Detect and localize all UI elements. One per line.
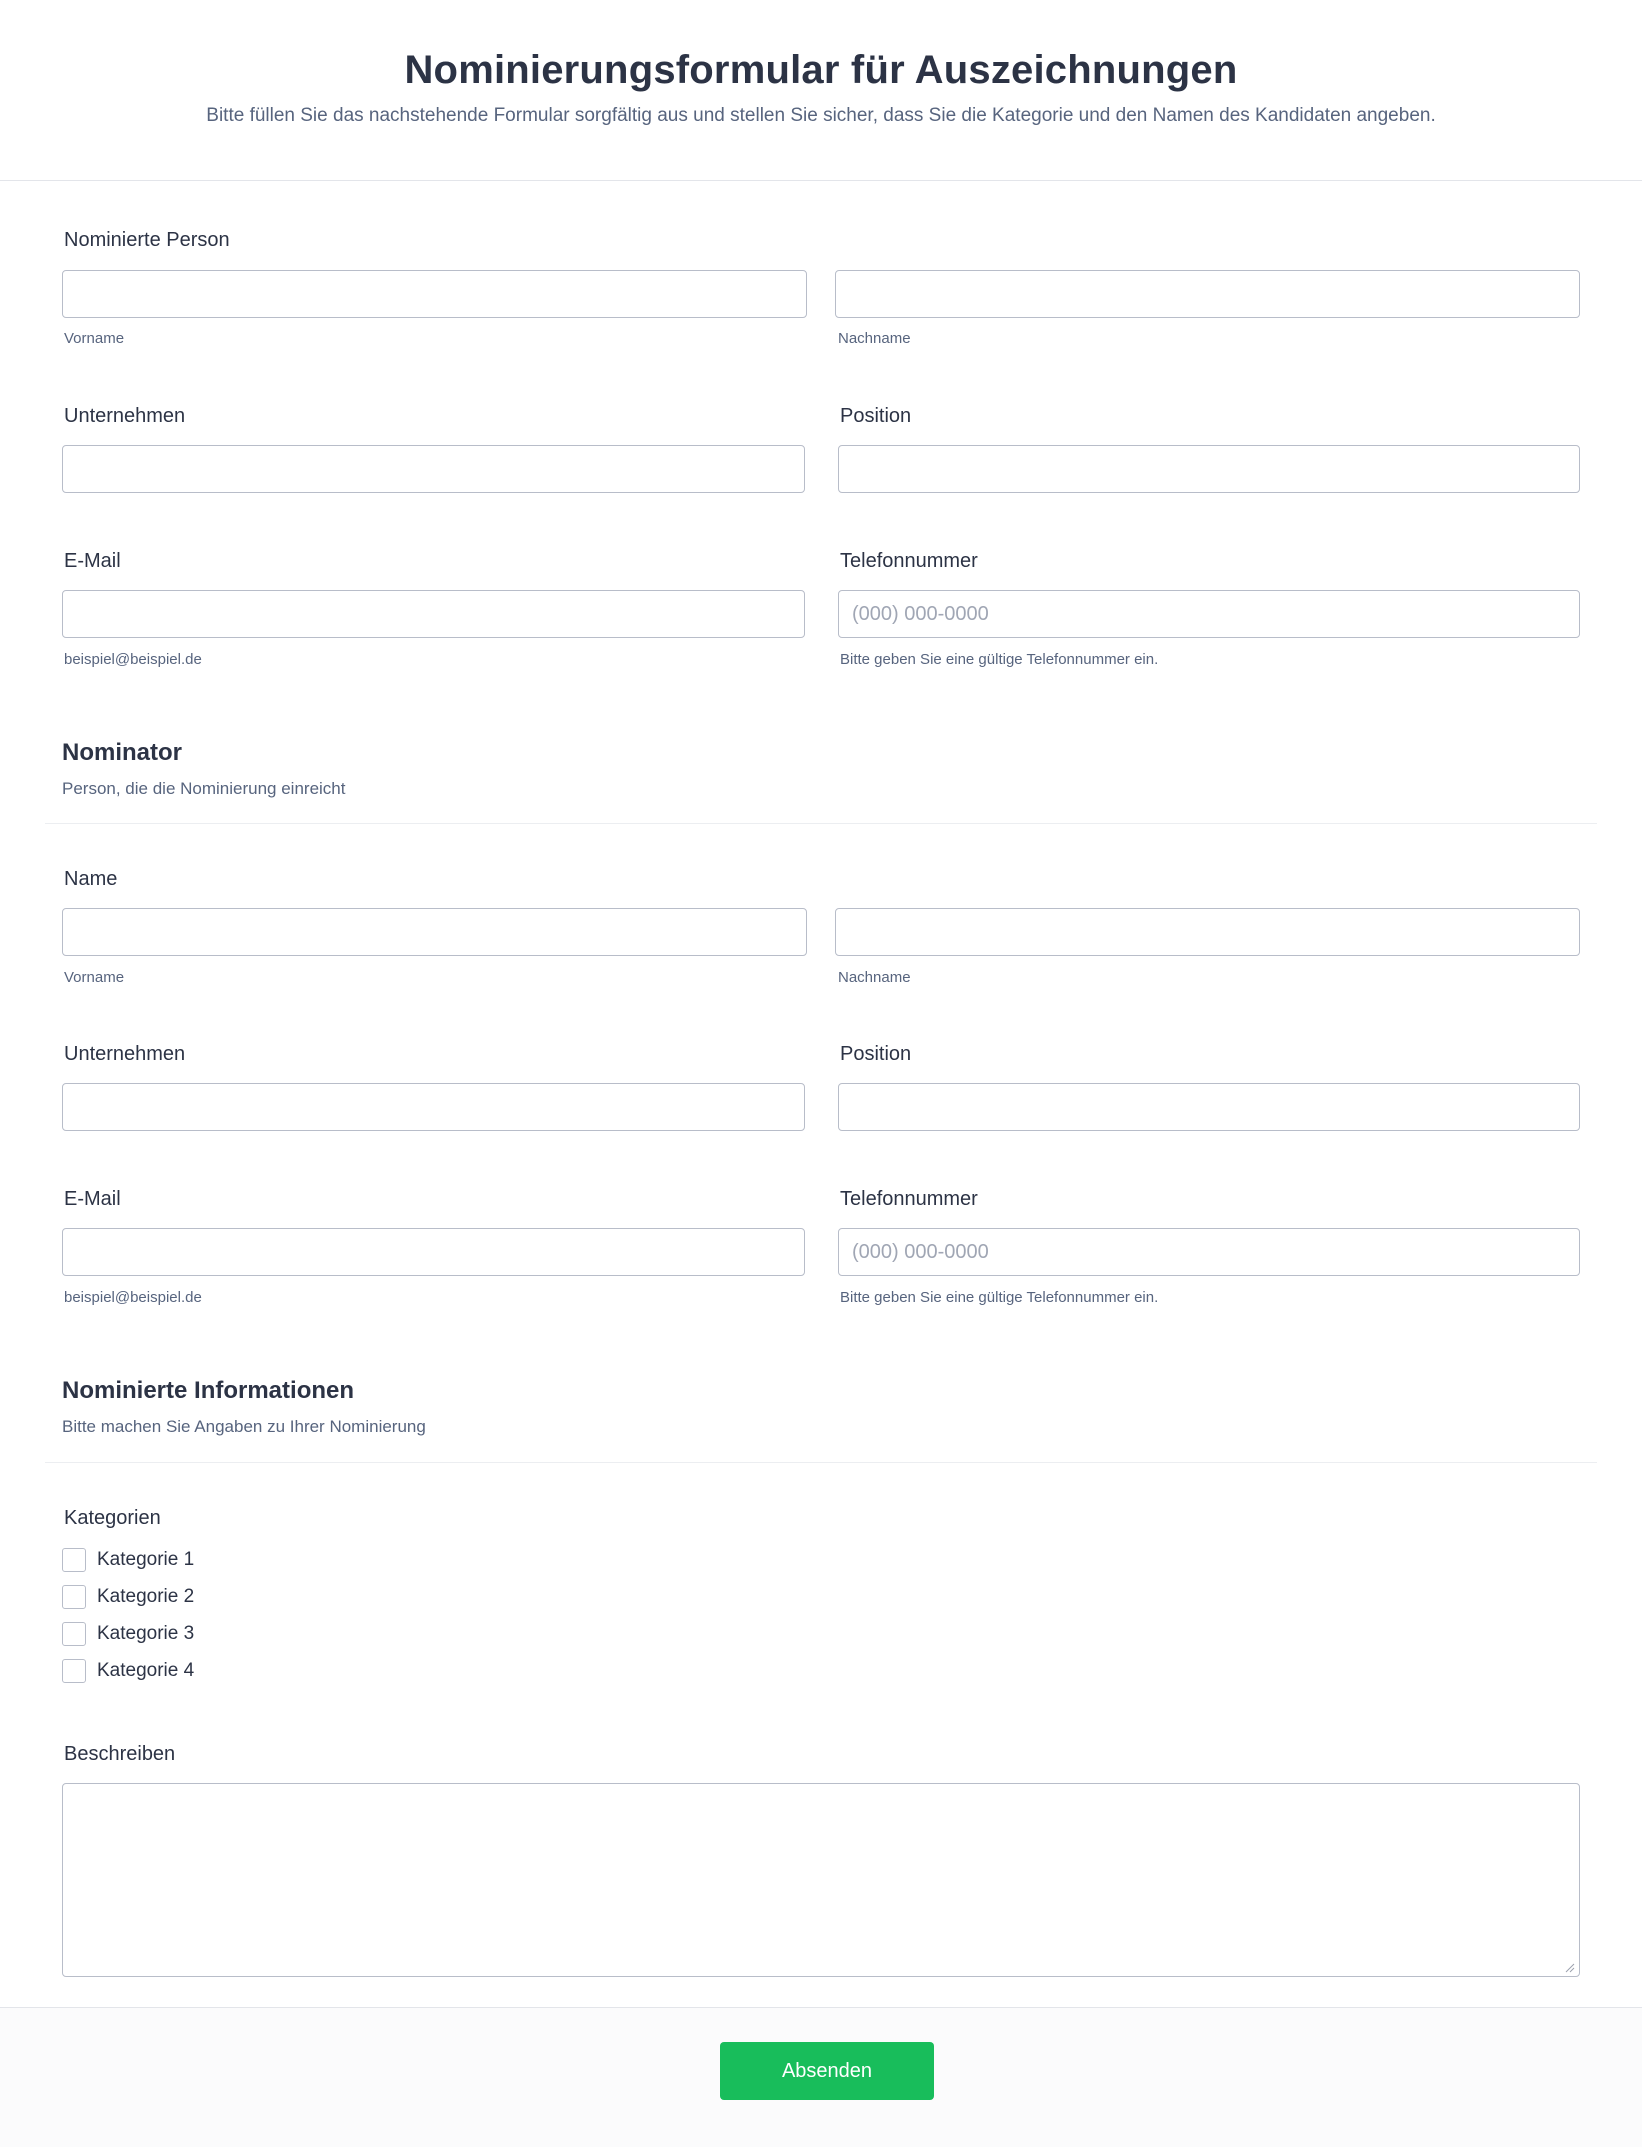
nominee-phone-sublabel: Bitte geben Sie eine gültige Telefonnummer ein.	[840, 651, 1159, 668]
nominee-company-label: Unternehmen	[64, 405, 186, 427]
category-option-label: Kategorie 4	[97, 1660, 195, 1681]
category-checkbox[interactable]	[62, 1659, 86, 1683]
category-checkbox[interactable]	[62, 1585, 86, 1609]
nomination-section-description: Bitte machen Sie Angaben zu Ihrer Nominierung	[62, 1417, 426, 1436]
nominator-first-name-sublabel: Vorname	[64, 969, 125, 986]
nominator-phone-input[interactable]	[838, 1228, 1580, 1276]
nominator-position-input[interactable]	[838, 1083, 1580, 1131]
nominee-first-name-sublabel: Vorname	[64, 330, 125, 347]
nominee-email-sublabel: beispiel@beispiel.de	[64, 651, 202, 668]
nominee-email-label: E-Mail	[64, 550, 121, 572]
nominator-first-name-input[interactable]	[62, 908, 807, 956]
nominee-phone-label: Telefonnummer	[840, 550, 978, 572]
nominator-company-input[interactable]	[62, 1083, 805, 1131]
nominee-position-input[interactable]	[838, 445, 1580, 493]
nominee-phone-input[interactable]	[838, 590, 1580, 638]
nominator-phone-label: Telefonnummer	[840, 1188, 978, 1210]
nominee-name-label: Nominierte Person	[64, 229, 230, 251]
nominator-email-input[interactable]	[62, 1228, 805, 1276]
category-option[interactable]	[62, 1548, 194, 1572]
nominator-section-description: Person, die die Nominierung einreicht	[62, 779, 346, 798]
nominator-email-label: E-Mail	[64, 1188, 121, 1210]
nominator-position-label: Position	[840, 1043, 912, 1065]
nominator-email-sublabel: beispiel@beispiel.de	[64, 1289, 202, 1306]
category-option-label: Kategorie 2	[97, 1586, 195, 1607]
category-option[interactable]	[62, 1622, 194, 1646]
category-checkbox[interactable]	[62, 1622, 86, 1646]
category-option[interactable]	[62, 1659, 194, 1683]
nomination-section-title: Nominierte Informationen	[62, 1377, 355, 1404]
nominee-email-input[interactable]	[62, 590, 805, 638]
categories-label: Kategorien	[64, 1507, 161, 1529]
nomination-section-divider	[45, 1462, 1597, 1463]
form-header	[0, 0, 1642, 181]
category-option-label: Kategorie 1	[97, 1549, 195, 1570]
nominator-section-divider	[45, 823, 1597, 824]
nominator-last-name-sublabel: Nachname	[838, 969, 911, 986]
nominator-section-title: Nominator	[62, 739, 182, 766]
nominator-last-name-input[interactable]	[835, 908, 1580, 956]
nominee-last-name-input[interactable]	[835, 270, 1580, 318]
category-option-label: Kategorie 3	[97, 1623, 195, 1644]
resize-grip-icon[interactable]	[1565, 1963, 1575, 1973]
nominee-last-name-sublabel: Nachname	[838, 330, 911, 347]
form-title: Nominierungsformular für Auszeichnungen	[404, 48, 1238, 92]
nominee-company-input[interactable]	[62, 445, 805, 493]
submit-button[interactable]: Absenden	[720, 2042, 934, 2100]
nominator-phone-sublabel: Bitte geben Sie eine gültige Telefonnummer ein.	[840, 1289, 1159, 1306]
nominee-first-name-input[interactable]	[62, 270, 807, 318]
nominator-name-label: Name	[64, 868, 118, 890]
category-option[interactable]	[62, 1585, 194, 1609]
nominator-company-label: Unternehmen	[64, 1043, 186, 1065]
nominee-position-label: Position	[840, 405, 912, 427]
category-checkbox[interactable]	[62, 1548, 86, 1572]
describe-textarea[interactable]	[62, 1783, 1580, 1977]
describe-label: Beschreiben	[64, 1743, 176, 1765]
form-subtitle: Bitte füllen Sie das nachstehende Formular sorgfältig aus und stellen Sie sicher, dass Sie die Kategorie und den Namen des Kandidaten angeben.	[206, 105, 1436, 126]
